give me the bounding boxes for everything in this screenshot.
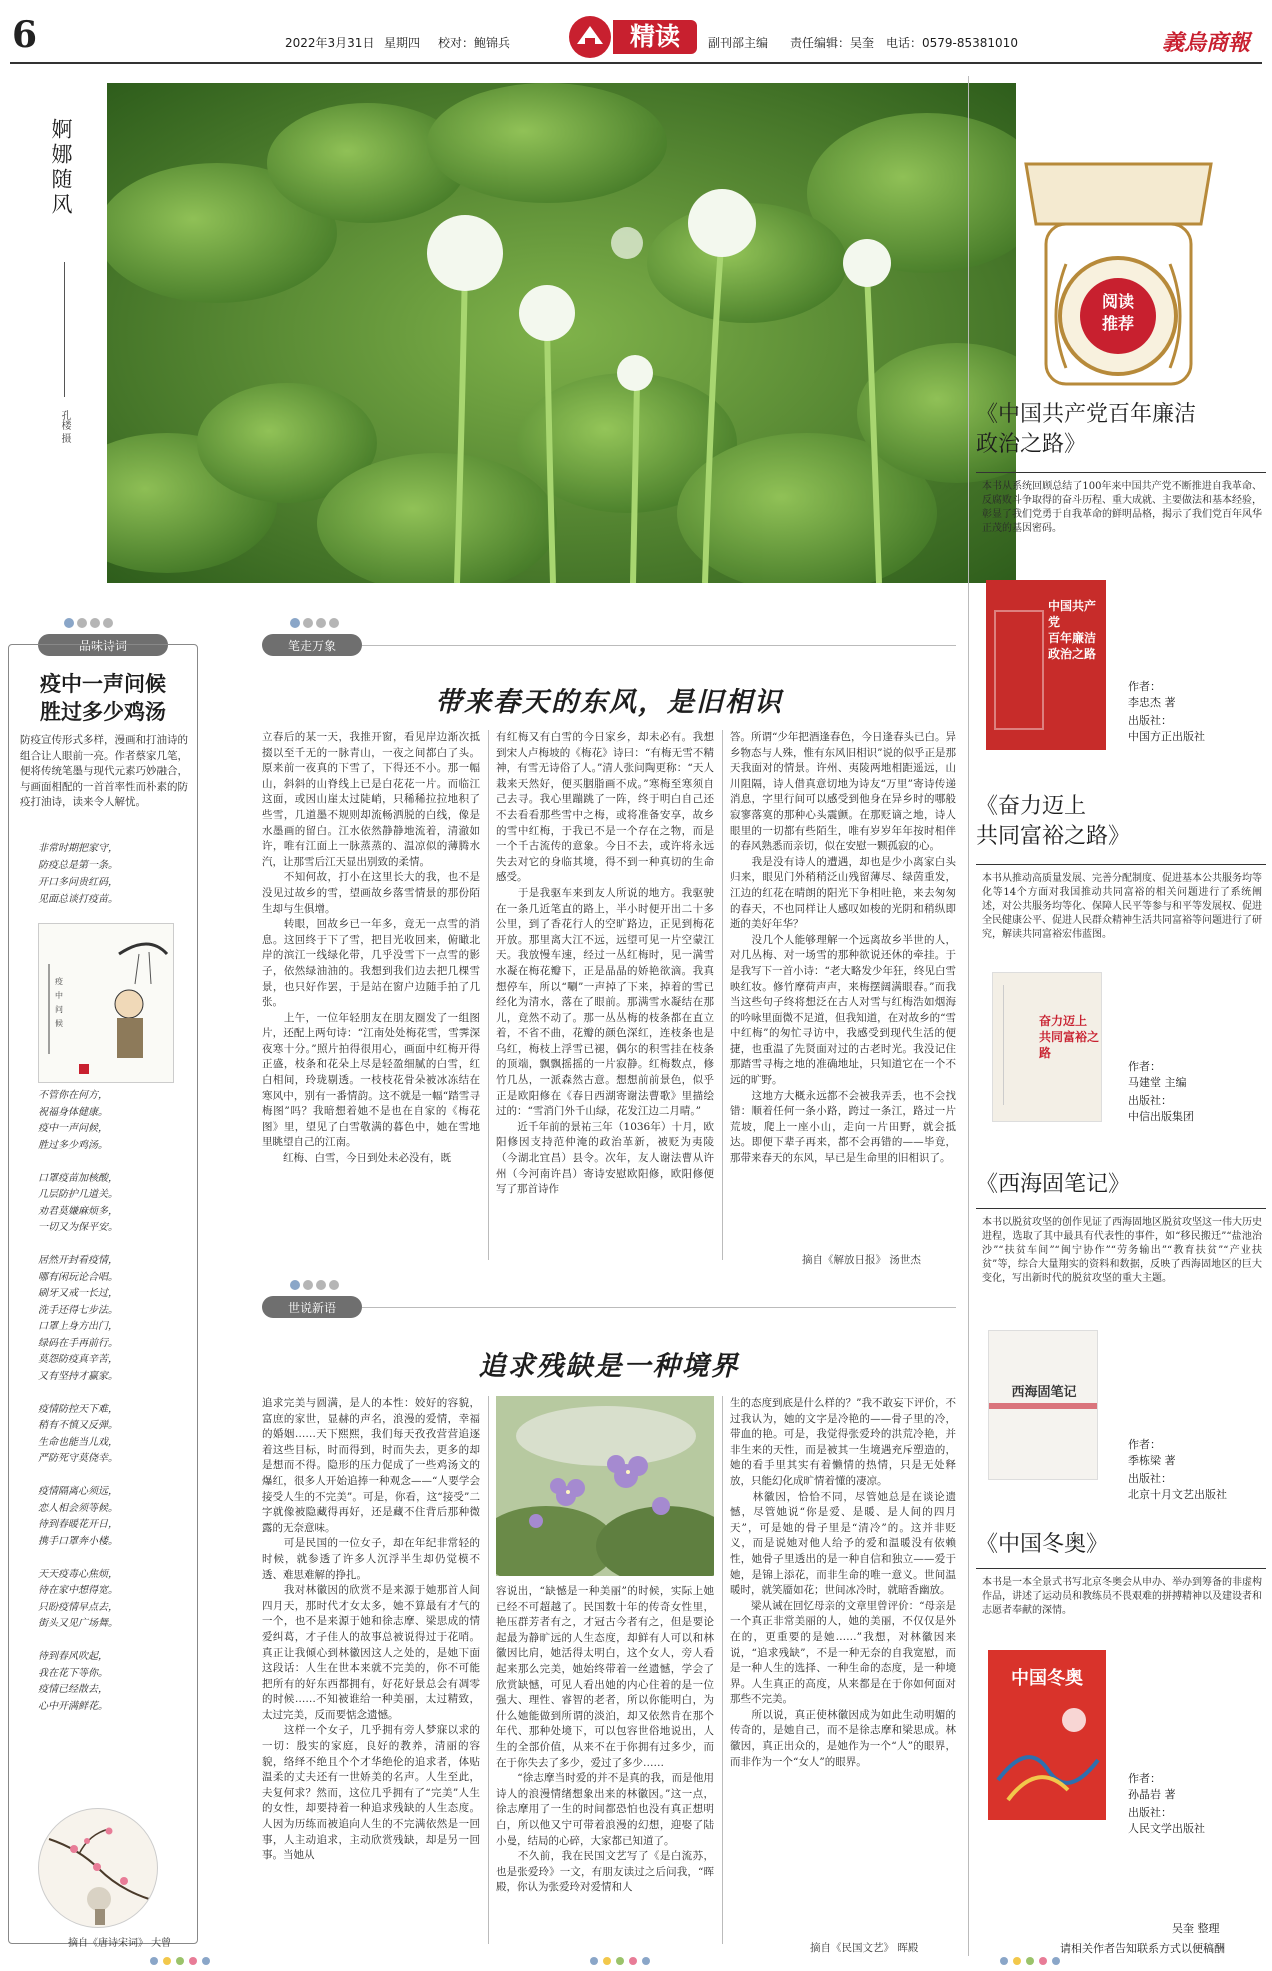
ornate-frame-icon [1006,144,1231,404]
book-3-title: 《西海固笔记》 [976,1172,1131,1197]
book-4-cover [988,1650,1106,1820]
purple-flower-photo [496,1396,714,1576]
book-2-publisher: 中信出版集团 [1128,1110,1194,1123]
book-4-title: 《中国冬奥》 [976,1532,1109,1557]
reading-recommend-badge [1006,144,1231,404]
book-1-title: 《中国共产党百年廉洁 政治之路》 [976,402,1197,457]
book-4-author: 孙晶岩 著 [1128,1788,1176,1801]
footer-dots-left [150,1957,210,1965]
column-title-vertical: 婀娜随风 [49,118,73,218]
article-2 [262,1280,956,1960]
section-title: 精读 [613,20,697,54]
book-2-cover-text: 奋力迈上 共同富裕之路 [1039,1014,1100,1060]
poem-block-2: 不管你在何方， 祝福身体健康。 疫中一声问候， 胜过多少鸡汤。 口罩疫苗加核酸， 几层防护几道关。 劝君莫嫌麻烦多， 一切又为保平安。 居然开封看疫情， 哪有闲玩论合唱。 刷牙又戒一长过， 洗手还得七步法。 口罩上身方出门， 绿码在手再前行。 莫怨防疫真辛苦， 又有坚持才赢家。 疫情防控天下难， 稍有不慎又反弹。 生命也能当儿戏， 严防死守莫侥幸。 疫情隔离心须远， 恋人相会须等候。 待到春暖花开日， 携手口罩奔小楼。 天天疫毒心焦烦， 待在家中想得宽。 只盼疫情早点去， 街头又见广场舞。 待到春风吹起， 我在花下等你。 疫情已经散去， 心中开满鲜花。 [38,1090,118,1712]
book-4-publisher: 人民文学出版社 [1128,1822,1205,1835]
header-editor: 责任编辑：吴奎 [790,36,875,50]
clover-flower-photo-image [107,83,1016,583]
article-1-col-2: 有红梅又有白雪的今日家乡，却未必有。我想到宋人卢梅坡的《梅花》诗曰：“有梅无雪不精神，有雪无诗俗了人。”清人张问陶更称：“天人栽来天然好，便买胭脂画不成。”寒梅至寒须自己去寻。我心里蹦跳了一阵，终于明白自己还不去看看那些雪中之梅，或将准备安享，故乡的雪中红梅，于我已不是一个存在之物，而是一个千古流传的意象。今日不去，或许将永远失去对它的身临其境，得不到一种真切的生命感受。 于是我驱车来到友人所说的地方。我驱驶在一条几近笔直的路上，半小时便开出二十多公里，到了香花行人的空旷路边，正见到梅花开放。那里离大江不远，远望可见一片空蒙江天。我放慢车速，经过一丛红梅时，见一满雪水凝在梅花瓣下，正是晶晶的娇艳欲滴。我真想停车，所以“唰”一声掉了下来，掉着的雪已经化为清水，落在了眼前。那满雪水凝结在那儿，竟然不动了。那一丛丛梅的枝条都在直立着，不省不曲，花瓣的颜色深红，连枝条也是乌红，梅枝上浮雪已褪，偶尔的积雪挂在枝条的顶端，飘飘摇摇的一片寂静。红梅数点，修竹几丛，一派森然古意。想想前前景色，似乎正是欧阳修在《春日西湖寄谢法曹歌》里描绘过的：“雪消门外千山绿，花发江边二月晴。” 近千年前的景祐三年（1036年）十月，欧阳修因支持范仲淹的政治革新，被贬为夷陵（今湖北宜昌）县令。次年，友人谢法曹从许州（今河南许昌）寄诗安慰欧阳修，欧阳修便写了那首诗作 [496,731,714,1196]
book-1-cover [986,580,1106,750]
book-3-cover [988,1330,1098,1480]
book-1-desc: 本书从系统回顾总结了100年来中国共产党不断推进自我革命、反腐败斗争取得的奋斗历程、重大成就、主要做法和基本经验，彰显了我们党勇于自我革命的鲜明品格，揭示了我们党百年风华正茂的基因密码。 [982,481,1262,534]
footer-dots-right [1000,1957,1060,1965]
book-3-author: 季栋梁 著 [1128,1454,1176,1467]
badge-text: 阅读 推荐 [1101,292,1134,333]
book-2-desc: 本书从推动高质量发展、完善分配制度、促进基本公共服务均等化等14个方面对我国推动共同富裕的相关问题进行了系统阐述，对公共服务均等化、保障人民平等参与和平等发展权、促进全民健康公平、促进人民群众精神生活共同富裕等问题进行了研究，解读共同富裕宏伟蓝图。 [982,873,1262,940]
svg-text:疫: 疫 [55,977,63,986]
footer-dots-center [590,1957,650,1965]
page-number: 6 [12,14,38,56]
book-2 [976,792,1266,1232]
left-caption: 摘自《唐诗宋词》 大曾 [68,1938,172,1949]
svg-text:问: 问 [55,1005,63,1014]
header-deputy-editor: 副刊部主编 [708,36,769,50]
book-4 [976,1530,1266,1890]
book-1-author-label: 作者： [1128,680,1161,693]
book-3-publisher-label: 出版社： [1128,1472,1172,1485]
book-4-desc: 本书是一本全景式书写北京冬奥会从申办、举办到筹备的非虚构作品，讲述了运动员和教练员不畏艰难的拼搏精神以及建设者和志愿者奉献的深情。 [982,1577,1262,1616]
book-1-cover-text: 中国共产党 百年廉洁 政治之路 [1048,599,1097,661]
article-1-col-1: 立春后的某一天，我推开窗，看见岸边渐次抵掇以至千无的一脉青山，一夜之间都白了头。原来前一夜真的下雪了，下得还不小。那一幅山，斜斜的山脊线上已是白花花一片。而临江这面，或因山崖太过陡峭，只稀稀拉拉地积了些雪，几道墨不规则却流畅洒脱的白线，像是水墨画的留白。江水依然静静地流着，清澈如许，唯有江面上一脉蒸蒸的、温凉似的薄腾水汽，让那雪后江天显出别致的柔情。 不知何故，打小在这里长大的我，也不是没见过故乡的雪，望画故乡落雪情景的那份陌生却与生俱增。 转眼，回故乡已一年多，竟无一点雪的消息。这回终于下了雪，把目光收回来，俯瞰北岸的滨江一线绿化带，几乎没雪下一点雪的影子，依然绿油油的。我想到我们边去把几棵雪景，也只好作罢，于是站在窗户边随手拍了几张。 上午，一位年轻朋友在朋友圈发了一组图片，还配上两句诗：“江南处处梅花雪，雪霁深夜寒十分。”照片拍得很用心，画面中红梅开得正盛，枝条和花朵上尽是轻盈细腻的白雪，红白相间，玲珑剔透。一枝枝花骨朵被冰冻结在寒风中，别有一番情韵。这不就是一幅“踏雪寻梅图”吗？我暗想着她不是也在自家的《梅花图》里，望见了白雪敬满的暮色中，她在雪地里眺望自己的江南。 红梅、白雪，今日到处未必没有，既 [262,731,480,1165]
svg-text:中: 中 [55,991,63,1000]
tag-article-2: 世说新语 [262,1296,362,1318]
header-phone: 电话：0579-85381010 [886,36,1018,50]
book-3-cover-text: 西海固笔记 [1011,1385,1077,1400]
poem-block-1: 非常时期把家守， 防疫总是第一条。 开口多问贵红码， 见面总谈打疫苗。 [38,843,118,905]
people-icon [290,1280,339,1290]
book-1-publisher: 中国方正出版社 [1128,730,1205,743]
clover-flower-photo [107,83,1016,583]
article-1-caption: 摘自《解放日报》 汤世杰 [802,1254,921,1266]
book-1 [976,400,1266,840]
book-2-author-label: 作者： [1128,1060,1161,1073]
left-headline: 疫中一声问候 胜过多少鸡汤 [40,672,166,724]
cartoon-illustration-image [39,924,175,1084]
svg-text:候: 候 [55,1019,63,1028]
contact-note: 请相关作者告知联系方式以便稿酬 [1060,1942,1225,1955]
book-3-author-label: 作者： [1128,1438,1161,1451]
tag-poetry: 品味诗词 [38,634,168,656]
book-1-author: 李忠杰 著 [1128,696,1176,709]
book-4-publisher-label: 出版社： [1128,1806,1172,1819]
book-4-author-label: 作者： [1128,1772,1161,1785]
book-3-publisher: 北京十月文艺出版社 [1128,1488,1227,1501]
purple-flower-photo-image [496,1396,714,1576]
book-1-publisher-label: 出版社： [1128,714,1172,727]
header-proofreader: 校对：鲍锦兵 [438,36,511,50]
photo-credit-vertical: 孔楼 摄 [59,410,70,444]
book-2-publisher-label: 出版社： [1128,1094,1172,1107]
book-3 [976,1170,1266,1550]
book-2-cover [992,972,1102,1122]
article-2-col-3: 生的态度到底是什么样的？”我不敢妄下评价，不过我认为，她的文字是冷艳的——骨子里的冷，带血的艳。可是，我觉得张爱玲的洪荒冷艳，并非生来的天性，而是被其一生境遇充斥塑造的，她的看手里其实有着懒情的热情，只是无处释放，只能幻化成旷情着懂的凄凉。 林徽因，恰恰不同，尽管她总是在谈论遗憾，尽管她说“你是爱、是暖、是人间的四月天”，可是她的骨子里是“清冷”的。这并非贬义，而是说她对他人给予的爱和温暖没有依赖性，她骨子里透出的是一种自信和独立——爱于她，是锦上添花，而非生命的唯一意义。世间温暖时，就笑靥如花；世间冰冷时，就暗香幽放。 梁从诫在回忆母亲的文章里曾评价：“母亲是一个真正非常美丽的人，她的美丽，不仅仅是外在的，更重要的是她……”我想，对林徽因来说，“追求残缺”，不是一种无奈的自我宽慰，而是一种人生的选择、一种生命的态度，是一种境界。人生真正的高度，从来都是在于你如何面对那些不完美。 所以说，真正使林徽因成为如此生动明媚的传奇的，是她自己，而不是徐志摩和梁思成。林徽因，真正出众的，是她作为一个“人”的眼界，而非作为一个“女人”的眼界。 [730,1397,956,1768]
book-4-cover-art [988,1650,1106,1820]
book-2-title: 《奋力迈上 共同富裕之路》 [976,794,1131,849]
article-2-caption: 摘自《民国文艺》 晖殿 [810,1942,919,1954]
header-date: 2022年3月31日 [285,36,375,50]
plum-painting-image [39,1809,158,1928]
cartoon-illustration [38,923,174,1083]
book-3-desc: 本书以脱贫攻坚的创作见证了西海固地区脱贫攻坚这一伟大历史进程，选取了其中最具有代表性的事件，如“移民搬迁”“盐池治沙”“扶贫车间”“闽宁协作”“劳务输出”“教育扶贫”“产业扶贫”等，综合大量翔实的资料和数据，反映了西海固地区的巨大变化，写出新时代的脱贫攻坚的重大主题。 [982,1217,1262,1284]
people-icon [290,618,339,628]
compiler-credit: 吴奎 整理 [1172,1922,1220,1935]
people-icon [64,618,113,628]
header-bar [0,0,1272,70]
left-intro: 防疫宣传形式多样，漫画和打油诗的组合让人眼前一亮。作者蔡家几笔，便将传统笔墨与现代元素巧妙融合，与画面相配的一首首率性而朴素的防疫打油诗，读来令人解忧。 [20,734,188,809]
header-weekday: 星期四 [384,36,421,50]
section-logo-icon [567,14,613,60]
article-2-col-2: 容说出，“缺憾是一种美丽”的时候，实际上她已经不可超越了。民国数十年的传奇女性里，艳压群芳者有之，才冠古今者有之，但是要论起最为静旷远的人生态度，却鲜有人可以和林徽因比肩，她活得太明白，这个女人，旁人看起来那么完美，她始终带着一丝遗憾，学会了欣赏缺憾，可见人看出她的内心住着的是一位强大、理性、睿智的老者，所以你能明白，为什么她能做到所谓的淡泊，却又依然肯在那个年代、那种处境下，可以包容世俗地说出，人生的全部价值，从来不在于你拥有过多少，而在于你失去了多少，爱过了多少…… “徐志摩当时爱的并不是真的我，而是他用诗人的浪漫情绪想象出来的林徽因。”这一点，徐志摩用了一生的时间都恐怕也没有真正想明白，所以他又宁可带着浪漫的幻想，迎娶了陆小曼，结局的心碎，大家都已知道了。 不久前，我在民国文艺写了《是白流苏，也是张爱玲》一文，有朋友读过之后问我，“晖殿，你认为张爱玲对爱情和人 [496,1585,714,1894]
article-2-headline: 追求残缺是一种境界 [478,1351,740,1382]
right-column [976,80,1266,1960]
tag-article-1: 笔走万象 [262,634,362,656]
article-1-col-3: 答。所谓“少年把酒逢春色，今日逢春头已白。异乡物态与人殊，惟有东风旧相识”说的似乎正是那天我面对的情景。许州、夷陵两地相距遥远，山川阻隔，诗人借真意切地为诗友“万里”寄诗传递消息，字里行间可以感受到他身在异乡时的哪般寂寥落寞的那种心头震颤。在那贬谪之地，诗人眼里的一切都有些陌生，唯有岁岁年年按时相伴的春风熟悉而亲切，似在安慰一颗孤寂的心。 我是没有诗人的遭遇，却也是少小离家白头归来，眼见门外稍稍泛山残留薄尽、绿茵重发，江边的红花在晴朗的阳光下争相吐艳，来去匆匆的春天，不也同样让人感叹如梭的光阴和稍纵即逝的美好年华？ 没几个人能够理解一个远离故乡半世的人，对几丛梅、对一场雪的那种欲说还休的牵挂。于是我写下一首小诗：“老大略发少年狂，终见白雪映红妆。修竹摩荷声声，来梅摆阔满眼春。”而我当这些句子终将想泛在古人对雪与红梅浩如烟海的吟咏里面微不足道，但我知道，在对故乡的“雪中红梅”的匆忙寻访中，我感受到现代生活的便捷，也重温了先贤面对过的古老时光。我没记住那踏雪寻梅之地的准确地址，只知道它在一个不远的旷野。 这地方大概永远都不会被我弄丢，也不会找错：顺着任何一条小路，跨过一条江，路过一片荒坡，爬上一座小山，走向一片田野，就会抵达。即便下辈子再来，都不会再错的——毕竟，那带来春天的东风，早已是生命里的旧相识了。 [730,731,956,1165]
plum-painting-illustration [38,1808,158,1928]
article-2-col-1: 追求完美与圆满，是人的本性：姣好的容貌，富庶的家世，显赫的声名，浪漫的爱情，幸福的婚姻……天下熙熙，我们每天孜孜营营追逐着这些目标，时而得到，时而失去，更多的却是想而不得。隐形的压力促成了一些鸡汤文的爆红，很多人开始追捧一种观念——“人要学会接受人生的不完美”。可是，你看，这“接受”二字就像被隐藏得再好，还是藏不住背后那种微露的无奈意味。 可是民国的一位女子，却在年纪非常轻的时候，就参透了许多人沉浮半生却仍觉模不透、难思难解的挣扎。 我对林徽因的欣赏不是来源于她那首人间四月天，那时代才女太多，她不算最有才气的一个，也不是来源于她和徐志摩、梁思成的情爱纠葛，才子佳人的故事总被说得过于花哨。真正让我倾心到林徽因这人之处的，是她下面这段话：人生在世本来就不完美的，你不可能把所有的好东西都拥有，好花好景总会有凋零的时候……不知被谁给一种美丽，太过精致，太过完美，反而要惦念遗憾。 这样一个女子，几乎拥有旁人梦寐以求的一切：殷实的家庭，良好的教养，清丽的容貌，络绎不绝且个个才华绝伦的追求者，体贴温柔的丈夫还有一世娇美的名声。人生至此，夫复何求？然而，这位几乎拥有了“完美”人生的女性，却要持着一种追求残缺的人生态度。人因为历练而被追向人生的不完满依然是一回事，人主动追求，主动欣赏残缺，却是另一回事。当她从 [262,1397,480,1862]
article-1 [262,618,956,1268]
book-2-author: 马建堂 主编 [1128,1076,1187,1089]
article-1-headline: 带来春天的东风，是旧相识 [435,687,783,718]
book-4-cover-text: 中国冬奥 [1011,1668,1083,1689]
left-column [8,618,198,1958]
section-logo [567,14,699,60]
newspaper-name: 義烏商報 [1162,30,1251,56]
